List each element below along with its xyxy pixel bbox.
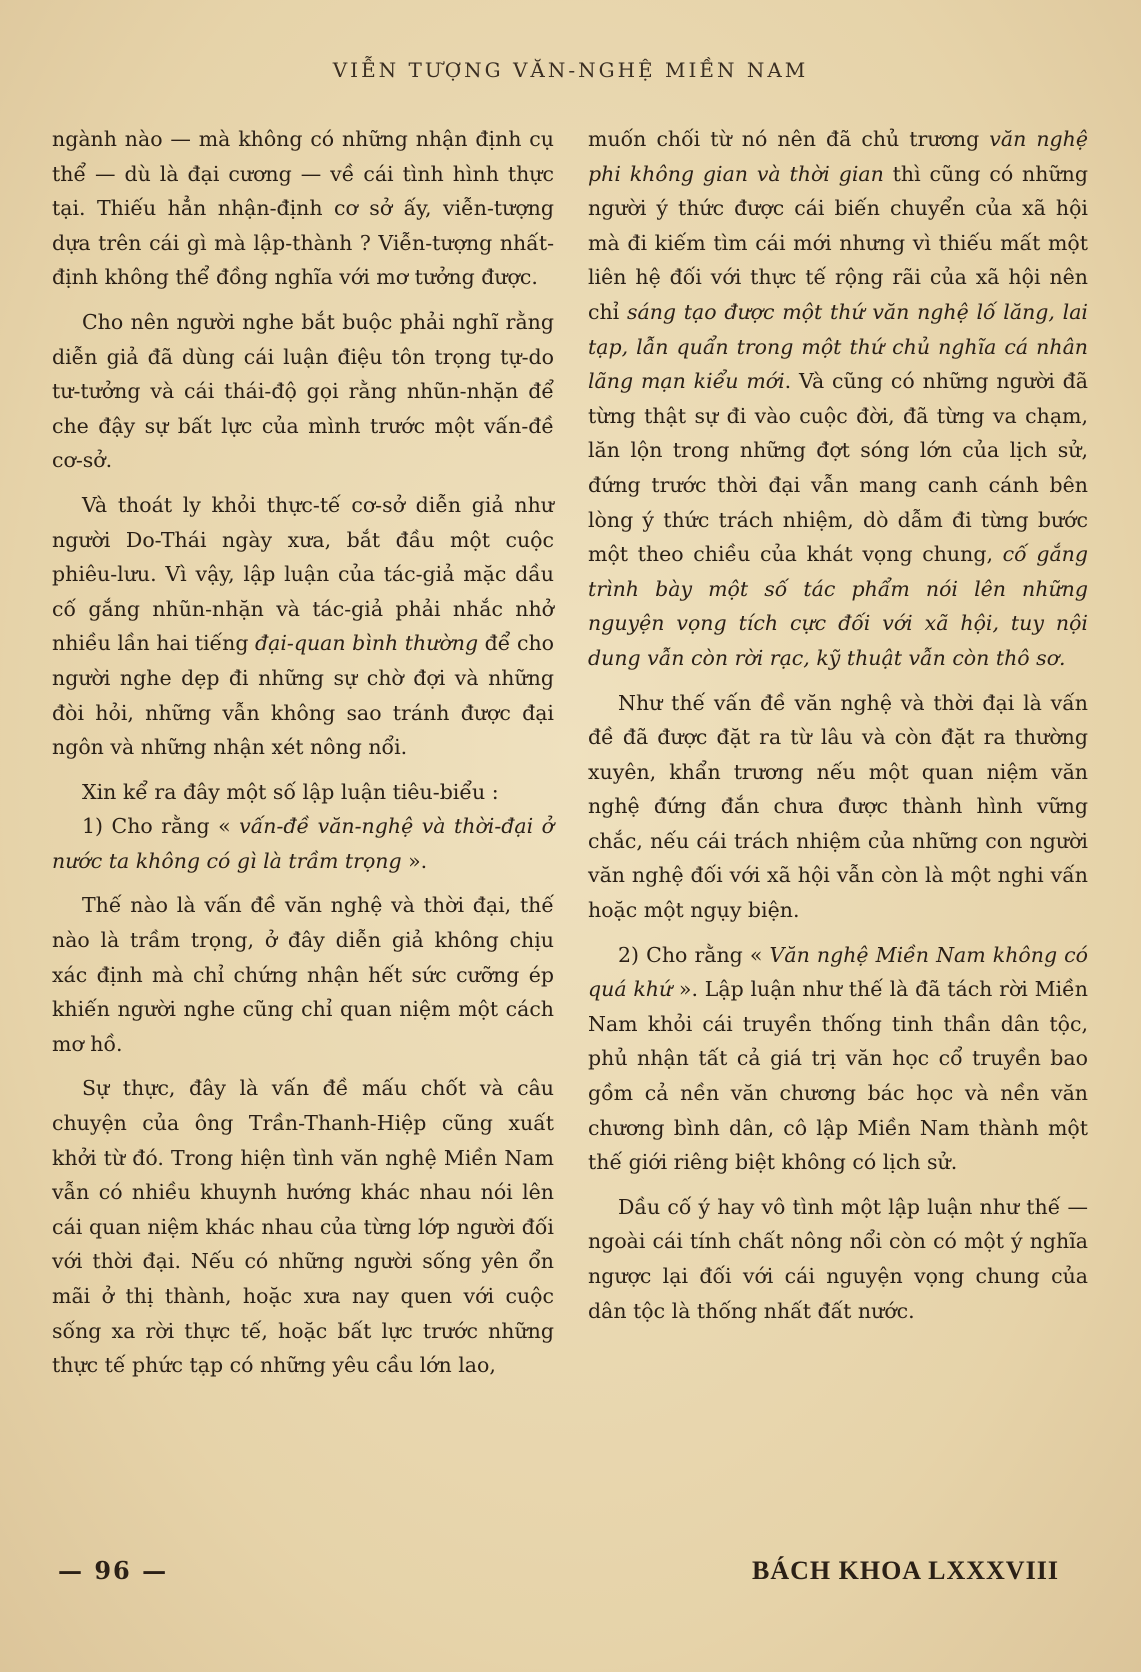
magazine-issue: BÁCH KHOA LXXXVIII: [752, 1556, 1059, 1585]
paragraph: Như thế vấn đề văn nghệ và thời đại là vấn đề đã được đặt ra từ lâu và còn đặt ra thường xuyên, khẩn trương nếu một quan niệm văn nghệ đứng đắn chưa được thành hình vững chắc, nếu cái trách nhiệm của những con người văn nghệ đối với xã hội vẫn còn là một nghi vấn hoặc một ngụy biện.: [588, 690, 1088, 923]
paragraph: 2) Cho rằng « Văn nghệ Miền Nam không có quá khứ ». Lập luận như thế là đã tách rời Miền Nam khỏi cái truyền thống tinh thần dân tộc, phủ nhận tất cả giá trị văn học cổ truyền bao gồm cả nền văn chương bác học và nền văn chương bình dân, cô lập Miền Nam thành một thế giới riêng biệt không có lịch sử.: [588, 942, 1088, 1175]
paragraph: Sự thực, đây là vấn đề mấu chốt và câu chuyện của ông Trần-Thanh-Hiệp cũng xuất khởi từ đó. Trong hiện tình văn nghệ Miền Nam vẫn có nhiều khuynh hướng khác nhau nói lên cái quan niệm khác nhau của từng lớp người đối với thời đại. Nếu có những người sống yên ổn mãi ở thị thành, hoặc xưa nay quen với cuộc sống xa rời thực tế, hoặc bất lực trước những thực tế phức tạp có những yêu cầu lớn lao,: [52, 1076, 554, 1378]
right-column: [588, 122, 1088, 1328]
left-column: [52, 122, 554, 1383]
paragraph: muốn chối từ nó nên đã chủ trương văn nghệ phi không gian và thời gian thì cũng có những người ý thức được cái biến chuyển của xã hội mà đi kiếm tìm cái mới nhưng vì thiếu mất một liên hệ đối với thực tế rộng rãi của xã hội nên chỉ sáng tạo được một thứ văn nghệ lố lăng, lai tạp, lẫn quẩn trong một thứ chủ nghĩa cá nhân lãng mạn kiểu mới. Và cũng có những người đã từng thật sự đi vào cuộc đời, đã từng va chạm, lăn lộn trong những đợt sóng lớn của lịch sử, đứng trước thời đại vẫn mang canh cánh bên lòng ý thức trách nhiệm, dò dẫm đi từng bước một theo chiều của khát vọng chung, cố gắng trình bày một số tác phẩm nói lên những nguyện vọng tích cực đối với xã hội, tuy nội dung vẫn còn rời rạc, kỹ thuật vẫn còn thô sơ.: [588, 127, 1089, 670]
paragraph: ngành nào — mà không có những nhận định cụ thể — dù là đại cương — về cái tình hình thực tại. Thiếu hẳn nhận-định cơ sở ấy, viễn-tượng dựa trên cái gì mà lập-thành ? Viễn-tượng nhất-định không thể đồng nghĩa với mơ tưởng được.: [52, 127, 554, 290]
paragraph: Cho nên người nghe bắt buộc phải nghĩ rằng diễn giả đã dùng cái luận điệu tôn trọng tự-do tư-tưởng và cái thái-độ gọi rằng nhũn-nhặn để che đậy sự bất lực của mình trước một vấn-đề cơ-sở.: [52, 309, 554, 473]
running-header: VIỄN TƯỢNG VĂN-NGHỆ MIỀN NAM: [332, 58, 809, 82]
paragraph: Và thoát ly khỏi thực-tế cơ-sở diễn giả như người Do-Thái ngày xưa, bắt đầu một cuộc phiêu-lưu. Vì vậy, lập luận của tác-giả mặc dầu cố gắng nhũn-nhặn và tác-giả phải nhắc nhở nhiều lần hai tiếng đại-quan bình thường để cho người nghe dẹp đi những sự chờ đợi và những đòi hỏi, những vẫn không sao tránh được đại ngôn và những nhận xét nông nổi.: [52, 492, 554, 760]
paragraph: Xin kể ra đây một số lập luận tiêu-biểu :: [82, 779, 499, 804]
paragraph: 1) Cho rằng « vấn-đề văn-nghệ và thời-đại ở nước ta không có gì là trầm trọng ».: [52, 814, 554, 873]
page-number: — 96 —: [58, 1556, 169, 1585]
paragraph: Thế nào là vấn đề văn nghệ và thời đại, thế nào là trầm trọng, ở đây diễn giả không chịu xác định mà chỉ chứng nhận hết sức cưỡng ép khiến người nghe cũng chỉ quan niệm một cách mơ hồ.: [52, 893, 554, 1056]
paragraph: Dầu cố ý hay vô tình một lập luận như thế — ngoài cái tính chất nông nổi còn có một ý nghĩa ngược lại đối với cái nguyện vọng chung của dân tộc là thống nhất đất nước.: [588, 1194, 1088, 1323]
